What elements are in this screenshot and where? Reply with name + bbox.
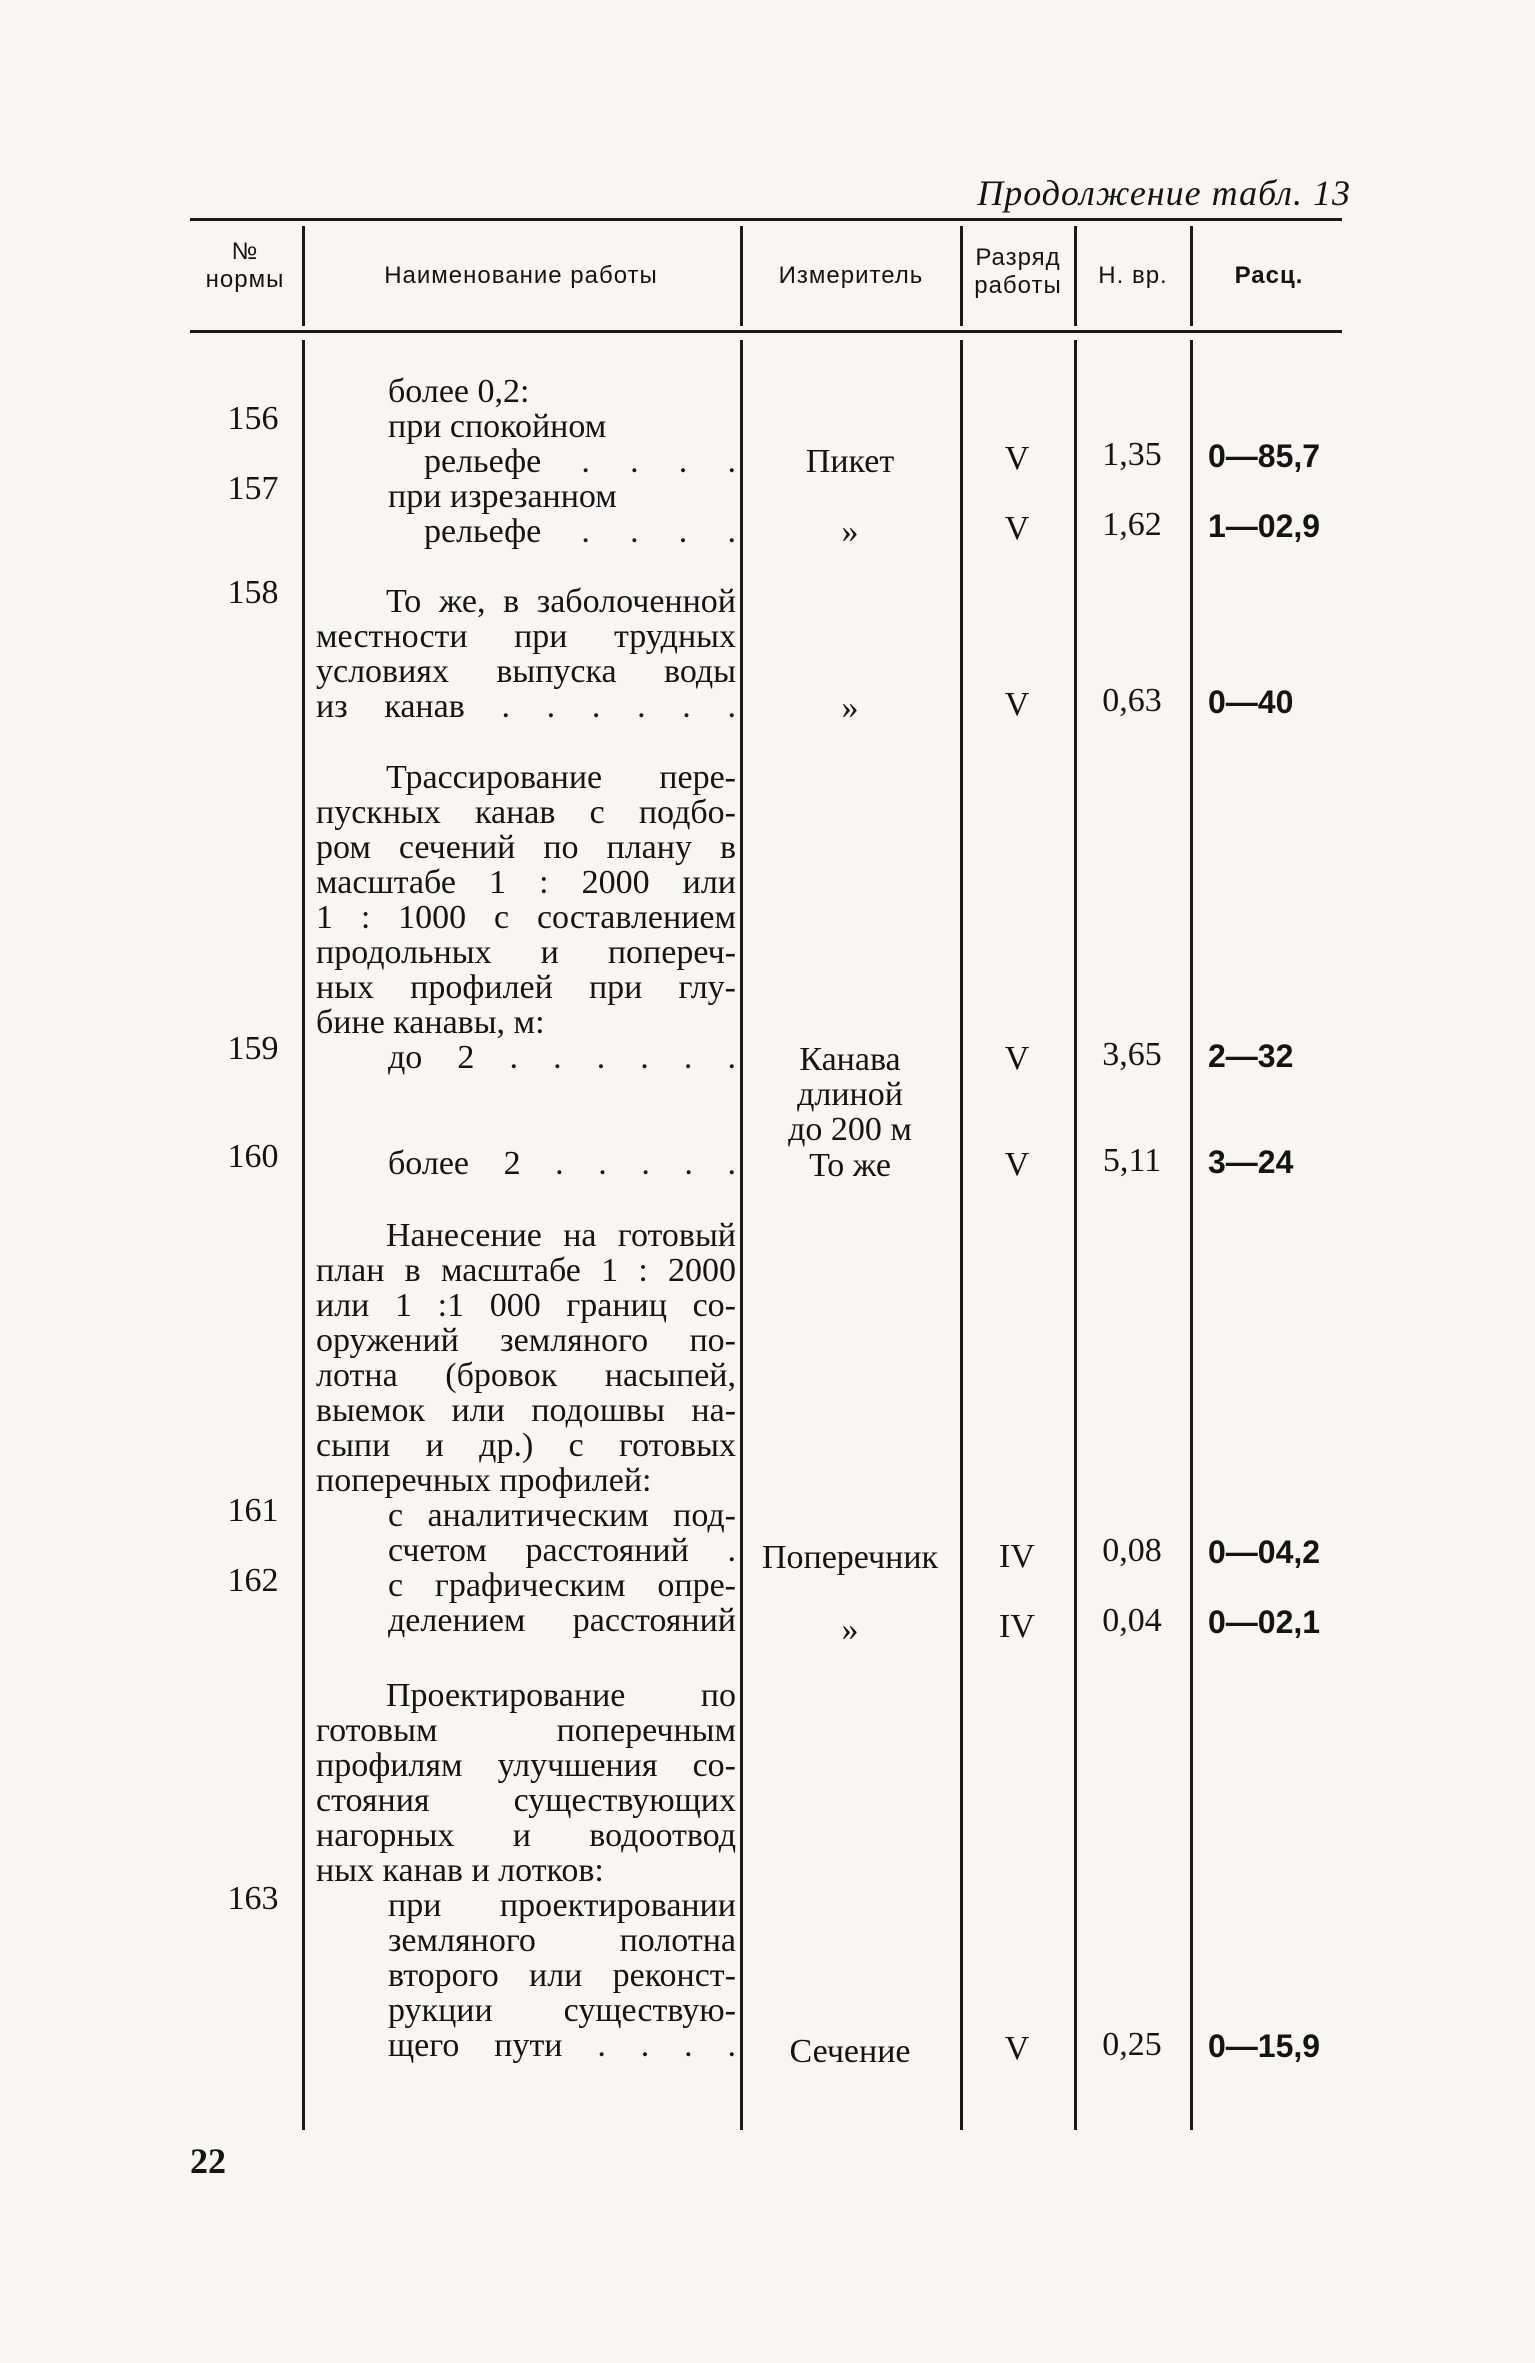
- description-line: щего пути . . . .: [388, 2028, 736, 2063]
- grade-cell: IV: [999, 1538, 1035, 1575]
- meter-cell: »: [841, 513, 859, 550]
- description-line: из канав . . . . . .: [316, 689, 736, 724]
- meter-cell: Канава длиной до 200 м: [788, 1041, 912, 1148]
- description-line: пускных канав с подбо-: [316, 795, 736, 830]
- description-line: поперечных профилей:: [316, 1463, 652, 1498]
- work-description: [316, 1678, 736, 2063]
- price-cell: 3—24: [1208, 1144, 1294, 1180]
- description-line: земляного полотна: [388, 1923, 736, 1958]
- description-line: продольных и попереч-: [316, 935, 736, 970]
- description-line: готовым поперечным: [316, 1713, 736, 1748]
- work-description: [316, 584, 736, 724]
- grade-cell: IV: [999, 1608, 1035, 1645]
- description-line: масштабе 1 : 2000 или: [316, 865, 736, 900]
- norm-number: 162: [227, 1562, 279, 1599]
- table-header-rule: [190, 330, 1342, 333]
- description-line: с графическим опре-: [388, 1568, 736, 1603]
- norm-time-cell: 1,62: [1102, 506, 1162, 543]
- norm-time-cell: 3,65: [1102, 1036, 1162, 1073]
- meter-cell: »: [841, 689, 859, 726]
- norm-number: 156: [227, 400, 279, 437]
- column-divider: [302, 340, 305, 2130]
- column-divider: [1190, 340, 1193, 2130]
- description-line: рельефе . . . .: [424, 444, 736, 479]
- table-continuation-caption: Продолжение табл. 13: [977, 173, 1351, 213]
- norm-number: 158: [227, 574, 279, 611]
- norm-time-cell: 1,35: [1102, 436, 1162, 473]
- grade-cell: V: [1004, 1146, 1030, 1183]
- description-line: или 1 :1 000 границ со-: [316, 1288, 736, 1323]
- header-work-name: Наименование работы: [384, 262, 658, 289]
- meter-cell: Сечение: [789, 2033, 911, 2070]
- description-line: делением расстояний: [388, 1603, 736, 1638]
- price-cell: 1—02,9: [1208, 508, 1321, 544]
- description-line: более 0,2:: [388, 374, 530, 409]
- description-line: рукции существую-: [388, 1993, 736, 2028]
- norm-number: 163: [227, 1880, 279, 1917]
- header-norm-time: Н. вр.: [1098, 262, 1168, 289]
- description-line: Проектирование по: [386, 1678, 736, 1713]
- description-line: нагорных и водоотвод: [316, 1818, 736, 1853]
- norm-number: 159: [227, 1030, 279, 1067]
- norm-number: 157: [227, 470, 279, 507]
- price-cell: 0—04,2: [1208, 1534, 1321, 1570]
- description-line: сыпи и др.) с готовых: [316, 1428, 736, 1463]
- norm-number: 160: [227, 1138, 279, 1175]
- description-line: при спокойном: [388, 409, 607, 444]
- column-divider: [740, 340, 743, 2130]
- description-line: условиях выпуска воды: [316, 654, 736, 689]
- description-line: стояния существующих: [316, 1783, 736, 1818]
- grade-cell: V: [1004, 1040, 1030, 1077]
- description-line: ных канав и лотков:: [316, 1853, 604, 1888]
- norm-time-cell: 0,04: [1102, 1602, 1162, 1639]
- description-line: оружений земляного по-: [316, 1323, 736, 1358]
- header-divider: [740, 226, 743, 326]
- description-line: счетом расстояний .: [388, 1533, 736, 1568]
- header-price: Расц.: [1234, 262, 1304, 289]
- norm-time-cell: 0,25: [1102, 2026, 1162, 2063]
- price-cell: 0—85,7: [1208, 438, 1321, 474]
- description-line: более 2 . . . . .: [388, 1146, 736, 1181]
- description-line: рельефе . . . .: [424, 514, 736, 549]
- description-line: То же, в заболоченной: [386, 584, 736, 619]
- description-line: при изрезанном: [388, 479, 617, 514]
- header-meter: Измеритель: [778, 262, 924, 289]
- description-line: бине канавы, м:: [316, 1005, 545, 1040]
- column-divider: [960, 340, 963, 2130]
- grade-cell: V: [1004, 2030, 1030, 2067]
- description-line: Нанесение на готовый: [386, 1218, 736, 1253]
- description-line: второго или реконст-: [388, 1958, 736, 1993]
- meter-cell: Поперечник: [761, 1539, 939, 1576]
- description-line: до 2 . . . . . .: [388, 1040, 736, 1075]
- description-line: лотна (бровок насыпей,: [316, 1358, 736, 1393]
- work-description: [316, 760, 736, 1075]
- grade-cell: V: [1004, 510, 1030, 547]
- work-description: [316, 1146, 736, 1181]
- description-line: план в масштабе 1 : 2000: [316, 1253, 736, 1288]
- table-top-rule: [190, 218, 1342, 221]
- description-line: с аналитическим под-: [388, 1498, 736, 1533]
- norm-time-cell: 5,11: [1102, 1142, 1162, 1179]
- page-number: 22: [190, 2141, 226, 2181]
- meter-cell: Пикет: [805, 443, 895, 480]
- grade-cell: V: [1004, 686, 1030, 723]
- meter-cell: »: [841, 1611, 859, 1648]
- norm-time-cell: 0,63: [1102, 682, 1162, 719]
- work-description: [316, 374, 736, 549]
- meter-cell: То же: [809, 1147, 891, 1184]
- description-line: ром сечений по плану в: [316, 830, 736, 865]
- price-cell: 0—02,1: [1208, 1604, 1321, 1640]
- description-line: при проектировании: [388, 1888, 736, 1923]
- header-divider: [302, 226, 305, 326]
- price-cell: 2—32: [1208, 1038, 1294, 1074]
- work-description: [316, 1218, 736, 1638]
- description-line: ных профилей при глу-: [316, 970, 736, 1005]
- header-divider: [1190, 226, 1193, 326]
- description-line: Трассирование пере-: [386, 760, 736, 795]
- description-line: профилям улучшения со-: [316, 1748, 736, 1783]
- column-divider: [1074, 340, 1077, 2130]
- description-line: 1 : 1000 с составлением: [316, 900, 736, 935]
- price-cell: 0—40: [1208, 684, 1294, 720]
- description-line: выемок или подошвы на-: [316, 1393, 736, 1428]
- header-norm-number: № нормы: [205, 238, 285, 293]
- header-grade: Разряд работы: [974, 244, 1062, 299]
- grade-cell: V: [1004, 440, 1030, 477]
- description-line: местности при трудных: [316, 619, 736, 654]
- norm-number: 161: [227, 1492, 279, 1529]
- norm-time-cell: 0,08: [1102, 1532, 1162, 1569]
- price-cell: 0—15,9: [1208, 2028, 1321, 2064]
